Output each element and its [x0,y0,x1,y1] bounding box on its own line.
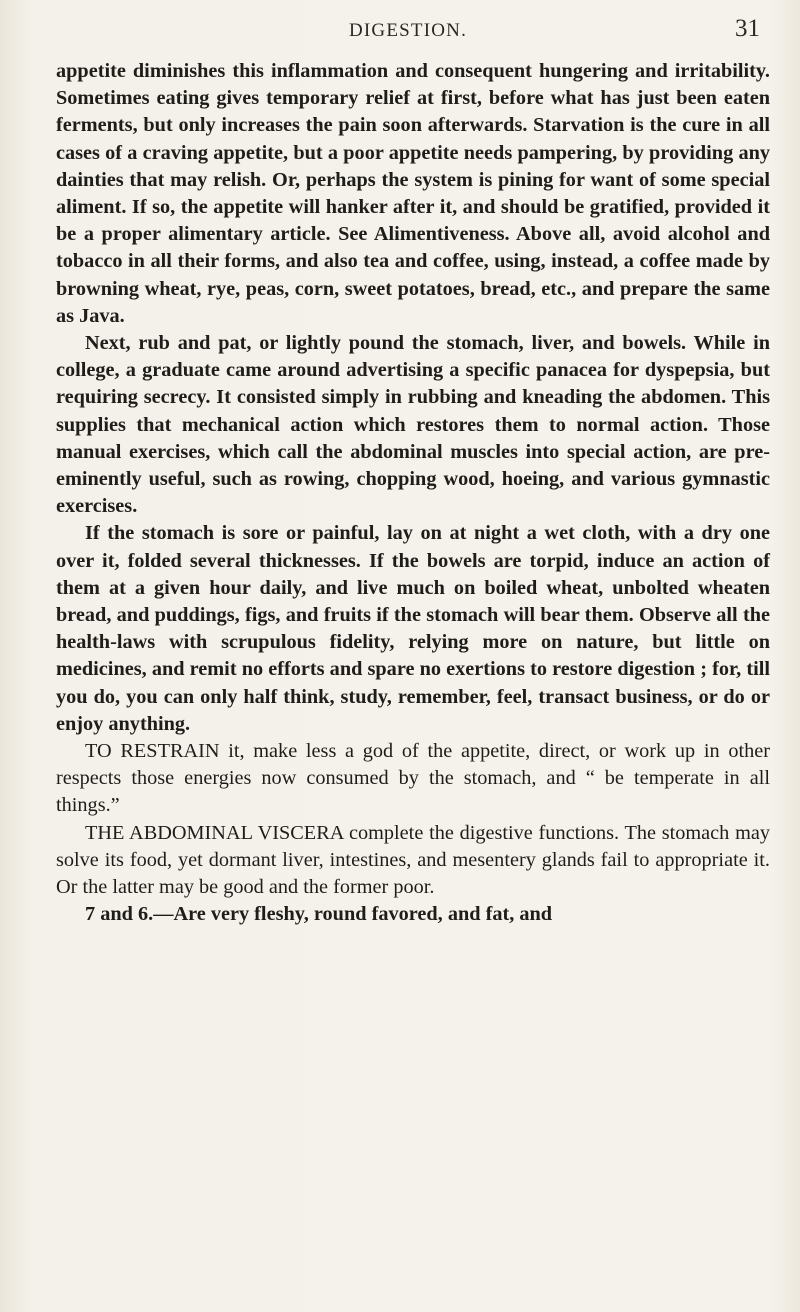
paragraph-abdominal-viscera: THE ABDOMINAL VISCERA complete the digestive functions. The stomach may solve its food, yet dormant liver, intestines, and mesentery glands fail to appropriate it. Or the latter may be good and the former poor. [56,821,770,899]
body-text [56,58,770,929]
page-number: 31 [735,15,760,42]
running-head [56,15,760,51]
paragraph-sore-stomach: If the stomach is sore or painful, lay on at night a wet cloth, with a dry one over it, folded several thicknesses. If the bowels are torpid, induce an action of them at a given hour daily, and live much on boiled wheat, unbolted wheaten bread, and puddings, figs, and fruits if the stomach will bear them. Observe all the health-laws with scrupulous fidelity, relying more on nature, but little on medicines, and remit no efforts and spare no exertions to restore digestion ; for, till you do, you can only half think, study, remember, feel, transact business, or do or enjoy anything. [56,522,770,735]
paragraph-rub-and-pat: Next, rub and pat, or lightly pound the stomach, liver, and bowels. While in college, a graduate came around advertising a specific panacea for dyspepsia, but requiring secrecy. It consisted simply in rubbing and kneading the abdomen. This supplies that mechanical action which restores them to normal action. Those manual exercises, which call the abdominal muscles into special action, are preeminently useful, such as rowing, chopping wood, hoeing, and various gymnastic exercises. [56,332,770,518]
paragraph-appetite: appetite diminishes this inflammation and consequent hungering and irritability. Sometimes eating gives temporary relief at first, before what has just been eaten ferments, but only increases the pain soon afterwards. Starvation is the cure in all cases of a craving appetite, but a poor appetite needs pampering, by providing any dainties that may relish. Or, perhaps the system is pining for want of some special aliment. If so, the appetite will hanker after it, and should be gratified, provided it be a proper alimentary article. See Alimentiveness. Above all, avoid alcohol and tobacco in all their forms, and also tea and coffee, using, instead, a coffee made by browning wheat, rye, peas, corn, sweet potatoes, bread, etc., and prepare the same as Java. [56,60,770,327]
paragraph-very-fleshy: 7 and 6.—Are very fleshy, round favored, and fat, and [85,903,553,926]
paragraph-to-restrain: TO RESTRAIN it, make less a god of the appetite, direct, or work up in other respects those energies now consumed by the stomach, and “ be temperate in all things.” [56,740,770,817]
chapter-heading: DIGESTION. [348,20,468,41]
